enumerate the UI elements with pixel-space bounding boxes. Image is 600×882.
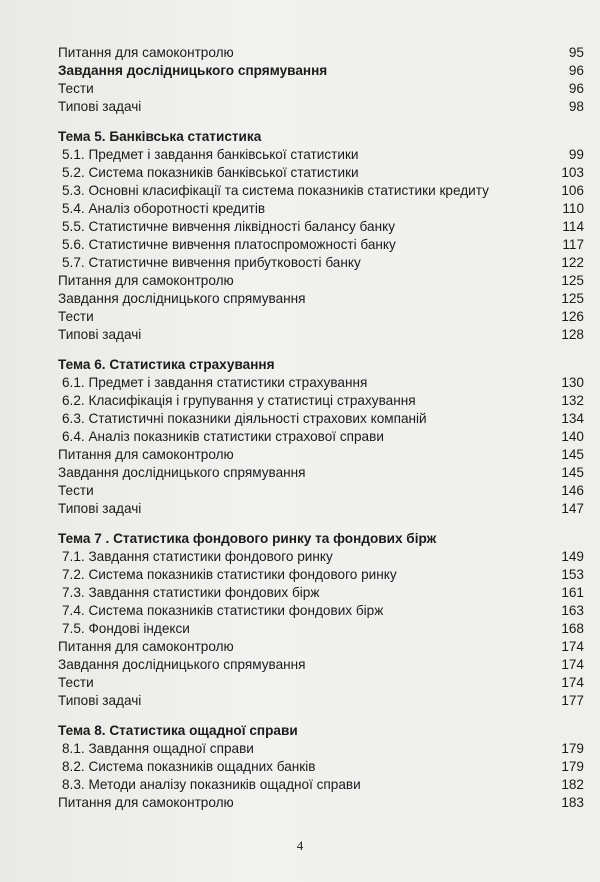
- toc-entry-title: 5.2. Система показників банківської статистики: [62, 165, 359, 180]
- toc-entry-title: Типові задачі: [58, 501, 142, 516]
- toc-entry: [58, 392, 584, 410]
- toc-entry-page: 130: [561, 375, 584, 390]
- toc-entry-title: Тести: [58, 309, 94, 324]
- toc-entry: [58, 692, 584, 710]
- toc-entry-page: 174: [561, 639, 584, 654]
- toc-entry-page: 128: [561, 327, 584, 342]
- toc-entry-page: 163: [561, 603, 584, 618]
- toc-entry: [58, 464, 584, 482]
- toc-entry-title: Завдання дослідницького спрямування: [58, 657, 306, 672]
- toc-entry: [58, 164, 584, 182]
- toc-entry-title: Питання для самоконтролю: [58, 273, 234, 288]
- toc-entry-title: 6.4. Аналіз показників статистики страхової справи: [62, 429, 384, 444]
- toc-entry: [58, 620, 584, 638]
- toc-entry: [58, 446, 584, 464]
- toc-entry: [58, 656, 584, 674]
- toc-entry-title: 7.5. Фондові індекси: [62, 621, 190, 636]
- toc-entry-page: 168: [561, 621, 584, 636]
- toc-entry-page: 140: [561, 429, 584, 444]
- toc-entry-page: 106: [561, 183, 584, 198]
- toc-entry-title: 5.3. Основні класифікації та система показників статистики кредиту: [62, 183, 489, 198]
- section-heading: Тема 8. Статистика ощадної справи: [58, 723, 298, 738]
- toc-entry-page: 132: [561, 393, 584, 408]
- toc-entry: [58, 674, 584, 692]
- toc-entry: [58, 374, 584, 392]
- toc-entry-title: 8.2. Система показників ощадних банків: [62, 759, 316, 774]
- toc-entry-page: 147: [561, 501, 584, 516]
- toc-entry: [58, 602, 584, 620]
- toc-entry: [58, 482, 584, 500]
- toc-entry-title: 5.1. Предмет і завдання банківської статистики: [62, 147, 359, 162]
- toc-entry-title: 6.2. Класифікація і групування у статистиці страхування: [62, 393, 416, 408]
- toc-entry: [58, 776, 584, 794]
- section-heading: Тема 7 . Статистика фондового ринку та фондових бірж: [58, 531, 437, 546]
- toc-entry-title: Тести: [58, 675, 94, 690]
- toc-entry: [58, 218, 584, 236]
- section-heading: Тема 5. Банківська статистика: [58, 129, 262, 144]
- toc-entry-page: 114: [562, 219, 584, 234]
- toc-entry-page: 177: [561, 693, 584, 708]
- toc-entry-title: 7.1. Завдання статистики фондового ринку: [62, 549, 333, 564]
- section-spacer: [58, 344, 584, 356]
- toc-entry-title: 7.3. Завдання статистики фондових бірж: [62, 585, 320, 600]
- toc-entry-title: 5.5. Статистичне вивчення ліквідності балансу банку: [62, 219, 395, 234]
- toc-entry-page: 149: [561, 549, 584, 564]
- toc-entry-page: 96: [568, 81, 584, 96]
- toc-entry-title: Питання для самоконтролю: [58, 639, 234, 654]
- toc-entry: [58, 272, 584, 290]
- toc-entry-title: 7.2. Система показників статистики фондового ринку: [62, 567, 397, 582]
- toc-entry-page: 103: [561, 165, 584, 180]
- page-number: 4: [296, 838, 304, 853]
- toc-entry-page: 110: [562, 201, 584, 216]
- toc-entry-title: Завдання дослідницького спрямування: [58, 63, 328, 78]
- toc-entry-title: 6.1. Предмет і завдання статистики страхування: [62, 375, 368, 390]
- toc-entry: [58, 80, 584, 98]
- toc-entry-page: 174: [561, 657, 584, 672]
- toc-entry-page: 134: [561, 411, 584, 426]
- toc-entry-title: Типові задачі: [58, 693, 142, 708]
- toc-entry-page: 126: [561, 309, 584, 324]
- toc-entry-page: 174: [561, 675, 584, 690]
- toc-entry-title: Типові задачі: [58, 99, 142, 114]
- toc-entry: [58, 326, 584, 344]
- toc-entry-page: 96: [568, 63, 584, 78]
- toc-entry: [58, 290, 584, 308]
- toc-entry-page: 161: [561, 585, 584, 600]
- toc-entry-page: 98: [568, 99, 584, 114]
- toc-entry: [58, 584, 584, 602]
- toc-entry-title: 5.4. Аналіз оборотності кредитів: [62, 201, 266, 216]
- toc-entry: [58, 62, 584, 80]
- toc-entry: [58, 428, 584, 446]
- toc-entry-page: 99: [568, 147, 584, 162]
- toc-entry: [58, 236, 584, 254]
- toc-entry: [58, 740, 584, 758]
- toc-entry-title: 7.4. Система показників статистики фондових бірж: [62, 603, 384, 618]
- toc-entry-page: 145: [561, 447, 584, 462]
- toc-entry-page: 182: [561, 777, 584, 792]
- toc-entry-page: 183: [561, 795, 584, 810]
- toc-entry-title: Типові задачі: [58, 327, 142, 342]
- toc-entry-page: 95: [568, 45, 584, 60]
- toc-entry: [58, 200, 584, 218]
- toc-entry-title: Питання для самоконтролю: [58, 45, 234, 60]
- toc-entry: [58, 758, 584, 776]
- toc-entry-page: 125: [561, 273, 584, 288]
- toc-entry-page: 125: [561, 291, 584, 306]
- toc-entry: [58, 254, 584, 272]
- section-spacer: [58, 518, 584, 530]
- toc-entry-page: 117: [562, 237, 584, 252]
- toc-entry-title: Питання для самоконтролю: [58, 447, 234, 462]
- toc-entry: [58, 566, 584, 584]
- toc-entry-title: 5.7. Статистичне вивчення прибутковості банку: [62, 255, 361, 270]
- section-spacer: [58, 710, 584, 722]
- toc-entry-title: 8.1. Завдання ощадної справи: [62, 741, 254, 756]
- toc-entry-page: 153: [561, 567, 584, 582]
- toc-entry-title: Завдання дослідницького спрямування: [58, 465, 306, 480]
- toc-entry-title: 8.3. Методи аналізу показників ощадної справи: [62, 777, 361, 792]
- toc-entry-title: Тести: [58, 483, 94, 498]
- toc-entry-page: 122: [561, 255, 584, 270]
- toc-entry: [58, 548, 584, 566]
- toc-entry: [58, 410, 584, 428]
- toc-entry: [58, 308, 584, 326]
- toc-entry-page: 179: [561, 759, 584, 774]
- toc-entry-title: Питання для самоконтролю: [58, 795, 234, 810]
- section-spacer: [58, 116, 584, 128]
- toc-entry-title: Тести: [58, 81, 94, 96]
- toc-entry: [58, 98, 584, 116]
- toc-entry: [58, 794, 584, 812]
- toc-entry-title: Завдання дослідницького спрямування: [58, 291, 306, 306]
- toc-entry-page: 146: [561, 483, 584, 498]
- toc-entry-page: 179: [561, 741, 584, 756]
- toc-entry-page: 145: [561, 465, 584, 480]
- toc-entry-title: 6.3. Статистичні показники діяльності страхових компаній: [62, 411, 427, 426]
- toc-entry: [58, 146, 584, 164]
- toc-entry: [58, 638, 584, 656]
- table-of-contents: [58, 44, 584, 812]
- section-heading: Тема 6. Статистика страхування: [58, 357, 275, 372]
- toc-entry-title: 5.6. Статистичне вивчення платоспроможності банку: [62, 237, 396, 252]
- toc-entry: [58, 182, 584, 200]
- toc-entry: [58, 44, 584, 62]
- toc-entry: [58, 500, 584, 518]
